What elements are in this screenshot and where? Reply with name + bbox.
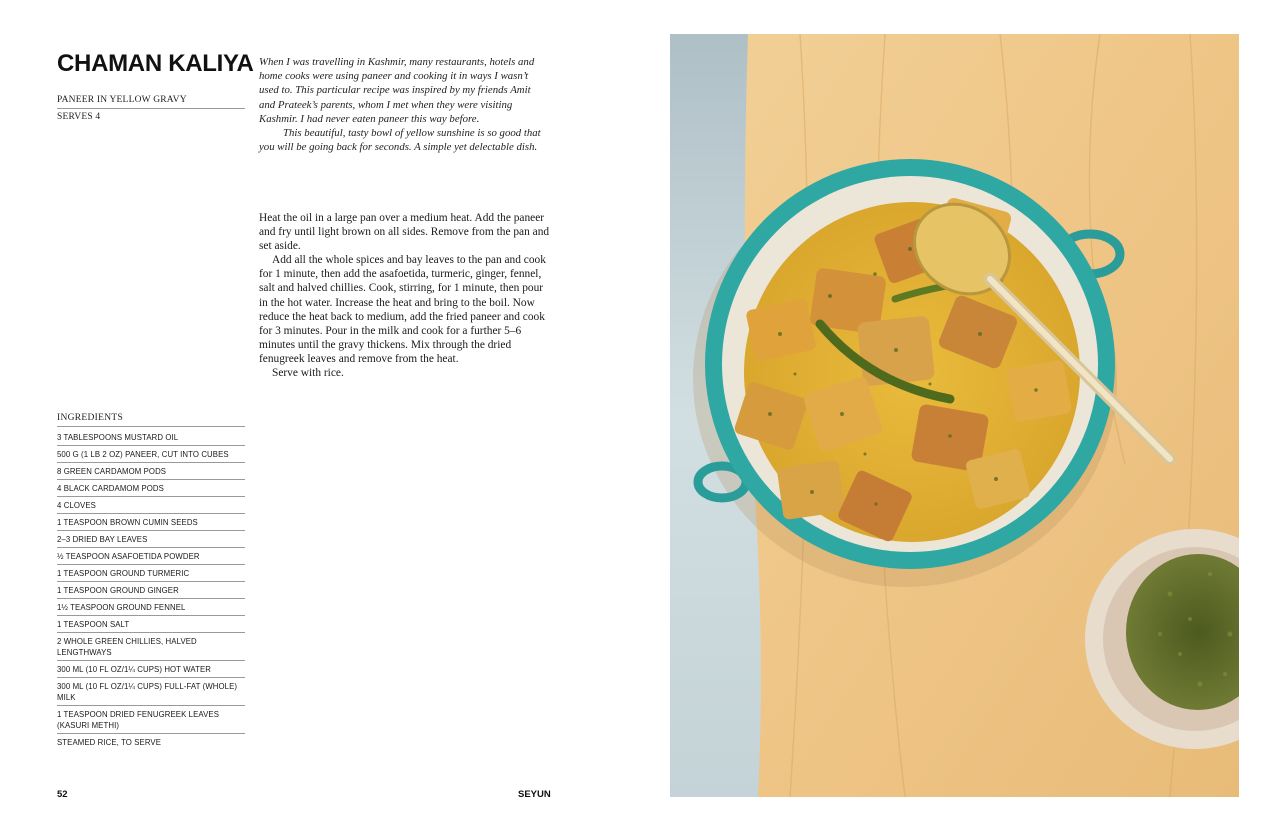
ingredient-item: 3 TABLESPOONS MUSTARD OIL xyxy=(57,429,245,446)
recipe-intro xyxy=(259,55,549,154)
ingredient-item: 1 TEASPOON DRIED FENUGREEK LEAVES (KASURI METHI) xyxy=(57,706,245,734)
ingredient-item: 500 G (1 LB 2 OZ) PANEER, CUT INTO CUBES xyxy=(57,446,245,463)
ingredient-item: 1 TEASPOON GROUND GINGER xyxy=(57,582,245,599)
ingredient-item: 2–3 DRIED BAY LEAVES xyxy=(57,531,245,548)
ingredient-item: 1½ TEASPOON GROUND FENNEL xyxy=(57,599,245,616)
ingredient-item: 1 TEASPOON BROWN CUMIN SEEDS xyxy=(57,514,245,531)
serves-label: SERVES 4 xyxy=(57,112,101,122)
recipe-subtitle: PANEER IN YELLOW GRAVY xyxy=(57,95,245,109)
ingredient-item: 4 CLOVES xyxy=(57,497,245,514)
ingredient-item: 300 ML (10 FL OZ/1¼ CUPS) HOT WATER xyxy=(57,661,245,678)
recipe-method xyxy=(259,211,551,380)
recipe-title: CHAMAN KALIYA xyxy=(57,50,254,77)
ingredient-item: 1 TEASPOON SALT xyxy=(57,616,245,633)
method-paragraph: Serve with rice. xyxy=(272,367,344,380)
method-paragraph: Heat the oil in a large pan over a medium heat. Add the paneer and fry until light brown on all sides. Remove from the pan and set aside. xyxy=(259,212,550,253)
page-number: 52 xyxy=(57,789,68,800)
dish-photo xyxy=(670,34,1239,797)
intro-paragraph: When I was travelling in Kashmir, many restaurants, hotels and home cooks were using paneer and cooking it in ways I wasn’t used to. This particular recipe was inspired by my friends Amit and Prateek’s parents, whom I met when they were visiting Kashmir. I had never eaten paneer this way before. xyxy=(259,56,535,125)
ingredient-item: STEAMED RICE, TO SERVE xyxy=(57,738,162,747)
ingredients-heading: INGREDIENTS xyxy=(57,413,245,427)
ingredient-item: 300 ML (10 FL OZ/1¼ CUPS) FULL-FAT (WHOLE) MILK xyxy=(57,678,245,706)
intro-paragraph: This beautiful, tasty bowl of yellow sunshine is so good that you will be going back for seconds. A simple yet delectable dish. xyxy=(259,127,541,154)
ingredient-item: 1 TEASPOON GROUND TURMERIC xyxy=(57,565,245,582)
method-paragraph: Add all the whole spices and bay leaves to the pan and cook for 1 minute, then add the asafoetida, turmeric, ginger, fennel, salt and halved chillies. Cook, stirring, for 1 minute, then pour in the hot water. Increase the heat and bring to the boil. Now reduce the heat back to medium, add the fried paneer and cook for 3 minutes. Pour in the milk and cook for a further 5–6 minutes until the gravy thickens. Mix through the dried fenugreek leaves and remove from the heat. xyxy=(259,254,546,365)
ingredient-item: 8 GREEN CARDAMOM PODS xyxy=(57,463,245,480)
ingredients-list xyxy=(57,429,245,750)
ingredient-item: 4 BLACK CARDAMOM PODS xyxy=(57,480,245,497)
ingredient-item: ½ TEASPOON ASAFOETIDA POWDER xyxy=(57,548,245,565)
chapter-name: SEYUN xyxy=(518,789,551,800)
ingredient-item: 2 WHOLE GREEN CHILLIES, HALVED LENGTHWAYS xyxy=(57,633,245,661)
